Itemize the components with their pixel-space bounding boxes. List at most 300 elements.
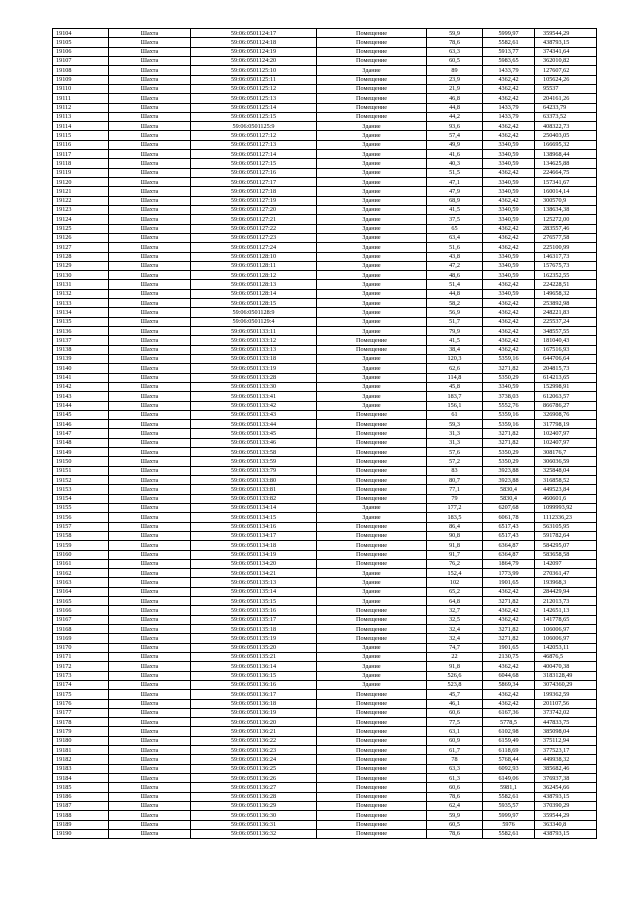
specific-value-cell: 1433,79 <box>483 103 535 112</box>
specific-value-cell: 6102,98 <box>483 727 535 736</box>
row-number-cell: 19132 <box>53 289 109 298</box>
area-cell: 37,5 <box>427 215 483 224</box>
locality-cell: Шахта <box>109 196 191 205</box>
table-row <box>53 75 597 84</box>
row-number-cell: 19104 <box>53 29 109 38</box>
specific-value-cell: 6149,06 <box>483 774 535 783</box>
table-row <box>53 755 597 764</box>
locality-cell: Шахта <box>109 755 191 764</box>
cadastral-value-cell: 362010,82 <box>535 56 597 65</box>
locality-cell: Шахта <box>109 727 191 736</box>
table-row <box>53 94 597 103</box>
object-type-cell: Помещение <box>317 75 427 84</box>
object-type-cell: Помещение <box>317 699 427 708</box>
area-cell: 86,4 <box>427 522 483 531</box>
specific-value-cell: 3271,82 <box>483 634 535 643</box>
object-type-cell: Помещение <box>317 811 427 820</box>
cadastral-value-cell: 125272,00 <box>535 215 597 224</box>
specific-value-cell: 6207,68 <box>483 503 535 512</box>
specific-value-cell: 5350,29 <box>483 373 535 382</box>
object-type-cell: Здание <box>317 233 427 242</box>
specific-value-cell: 3271,82 <box>483 438 535 447</box>
specific-value-cell: 5999,97 <box>483 29 535 38</box>
area-cell: 31,3 <box>427 429 483 438</box>
object-type-cell: Здание <box>317 308 427 317</box>
cadastral-number-cell: 59:06:0501124:18 <box>191 38 317 47</box>
object-type-cell: Здание <box>317 140 427 149</box>
locality-cell: Шахта <box>109 84 191 93</box>
cadastral-number-cell: 59:06:0501133:11 <box>191 327 317 336</box>
row-number-cell: 19182 <box>53 755 109 764</box>
row-number-cell: 19113 <box>53 112 109 121</box>
object-type-cell: Помещение <box>317 736 427 745</box>
cadastral-value-cell: 359544,29 <box>535 811 597 820</box>
cadastral-value-cell: 149658,32 <box>535 289 597 298</box>
locality-cell: Шахта <box>109 746 191 755</box>
cadastral-number-cell: 59:06:0501127:20 <box>191 205 317 214</box>
cadastral-value-cell: 152998,91 <box>535 382 597 391</box>
table-row <box>53 522 597 531</box>
cadastral-value-cell: 400470,38 <box>535 662 597 671</box>
row-number-cell: 19149 <box>53 448 109 457</box>
area-cell: 91,8 <box>427 541 483 550</box>
locality-cell: Шахта <box>109 606 191 615</box>
cadastral-value-cell: 167516,93 <box>535 345 597 354</box>
cadastral-value-cell: 283557,46 <box>535 224 597 233</box>
row-number-cell: 19185 <box>53 783 109 792</box>
cadastral-number-cell: 59:06:0501127:24 <box>191 243 317 252</box>
table-row <box>53 662 597 671</box>
locality-cell: Шахта <box>109 373 191 382</box>
table-row <box>53 541 597 550</box>
area-cell: 48,6 <box>427 271 483 280</box>
specific-value-cell: 4362,42 <box>483 690 535 699</box>
cadastral-number-cell: 59:06:0501133:79 <box>191 466 317 475</box>
cadastral-number-cell: 59:06:0501136:20 <box>191 718 317 727</box>
area-cell: 89 <box>427 66 483 75</box>
cadastral-number-cell: 59:06:0501133:82 <box>191 494 317 503</box>
object-type-cell: Здание <box>317 252 427 261</box>
locality-cell: Шахта <box>109 410 191 419</box>
cadastral-value-cell: 138634,38 <box>535 205 597 214</box>
table-row <box>53 299 597 308</box>
specific-value-cell: 3271,82 <box>483 364 535 373</box>
specific-value-cell: 5552,76 <box>483 401 535 410</box>
object-type-cell: Здание <box>317 243 427 252</box>
specific-value-cell: 4362,42 <box>483 615 535 624</box>
cadastral-value-cell: 373742,02 <box>535 708 597 717</box>
cadastral-number-cell: 59:06:0501127:22 <box>191 224 317 233</box>
table-row <box>53 606 597 615</box>
locality-cell: Шахта <box>109 75 191 84</box>
object-type-cell: Здание <box>317 261 427 270</box>
area-cell: 60,5 <box>427 56 483 65</box>
object-type-cell: Помещение <box>317 625 427 634</box>
locality-cell: Шахта <box>109 438 191 447</box>
cadastral-number-cell: 59:06:0501136:21 <box>191 727 317 736</box>
row-number-cell: 19161 <box>53 559 109 568</box>
specific-value-cell: 6517,43 <box>483 522 535 531</box>
cadastral-number-cell: 59:06:0501136:26 <box>191 774 317 783</box>
specific-value-cell: 4362,42 <box>483 243 535 252</box>
table-row <box>53 438 597 447</box>
locality-cell: Шахта <box>109 578 191 587</box>
cadastral-number-cell: 59:06:0501128:14 <box>191 289 317 298</box>
area-cell: 526,6 <box>427 671 483 680</box>
cadastral-value-cell: 447833,75 <box>535 718 597 727</box>
object-type-cell: Здание <box>317 178 427 187</box>
row-number-cell: 19122 <box>53 196 109 205</box>
area-cell: 78 <box>427 755 483 764</box>
locality-cell: Шахта <box>109 261 191 270</box>
cadastral-number-cell: 59:06:0501135:13 <box>191 578 317 587</box>
cadastral-number-cell: 59:06:0501127:23 <box>191 233 317 242</box>
locality-cell: Шахта <box>109 634 191 643</box>
area-cell: 78,6 <box>427 829 483 838</box>
object-type-cell: Здание <box>317 327 427 336</box>
cadastral-value-cell: 325848,04 <box>535 466 597 475</box>
cadastral-number-cell: 59:06:0501135:17 <box>191 615 317 624</box>
object-type-cell: Помещение <box>317 774 427 783</box>
object-type-cell: Здание <box>317 271 427 280</box>
cadastral-number-cell: 59:06:0501135:18 <box>191 625 317 634</box>
object-type-cell: Помещение <box>317 103 427 112</box>
row-number-cell: 19151 <box>53 466 109 475</box>
area-cell: 63,1 <box>427 727 483 736</box>
table-row <box>53 103 597 112</box>
cadastral-number-cell: 59:06:0501135:16 <box>191 606 317 615</box>
table-row <box>53 652 597 661</box>
cadastral-number-cell: 59:06:0501127:12 <box>191 131 317 140</box>
cadastral-value-cell: 204161,26 <box>535 94 597 103</box>
row-number-cell: 19157 <box>53 522 109 531</box>
cadastral-number-cell: 59:06:0501133:80 <box>191 476 317 485</box>
cadastral-value-cell: 199362,59 <box>535 690 597 699</box>
cadastral-value-cell: 224228,51 <box>535 280 597 289</box>
object-type-cell: Помещение <box>317 690 427 699</box>
cadastral-value-cell: 449523,84 <box>535 485 597 494</box>
cadastral-value-cell: 614213,65 <box>535 373 597 382</box>
locality-cell: Шахта <box>109 168 191 177</box>
row-number-cell: 19109 <box>53 75 109 84</box>
table-row <box>53 354 597 363</box>
locality-cell: Шахта <box>109 429 191 438</box>
locality-cell: Шахта <box>109 336 191 345</box>
table-row <box>53 261 597 270</box>
specific-value-cell: 4362,42 <box>483 280 535 289</box>
locality-cell: Шахта <box>109 364 191 373</box>
cadastral-value-cell: 377523,17 <box>535 746 597 755</box>
table-row <box>53 699 597 708</box>
cadastral-number-cell: 59:06:0501125:11 <box>191 75 317 84</box>
locality-cell: Шахта <box>109 289 191 298</box>
area-cell: 64,8 <box>427 597 483 606</box>
object-type-cell: Здание <box>317 671 427 680</box>
area-cell: 65 <box>427 224 483 233</box>
row-number-cell: 19163 <box>53 578 109 587</box>
row-number-cell: 19126 <box>53 233 109 242</box>
cadastral-value-cell: 204815,73 <box>535 364 597 373</box>
area-cell: 41,5 <box>427 336 483 345</box>
row-number-cell: 19148 <box>53 438 109 447</box>
area-cell: 51,6 <box>427 243 483 252</box>
table-row <box>53 485 597 494</box>
specific-value-cell: 1433,79 <box>483 112 535 121</box>
cadastral-number-cell: 59:06:0501133:43 <box>191 410 317 419</box>
specific-value-cell: 4362,42 <box>483 131 535 140</box>
object-type-cell: Здание <box>317 224 427 233</box>
locality-cell: Шахта <box>109 587 191 596</box>
specific-value-cell: 1901,65 <box>483 643 535 652</box>
area-cell: 63,4 <box>427 233 483 242</box>
area-cell: 41,5 <box>427 205 483 214</box>
cadastral-number-cell: 59:06:0501134:18 <box>191 541 317 550</box>
row-number-cell: 19171 <box>53 652 109 661</box>
specific-value-cell: 4362,42 <box>483 317 535 326</box>
cadastral-number-cell: 59:06:0501128:11 <box>191 261 317 270</box>
locality-cell: Шахта <box>109 308 191 317</box>
row-number-cell: 19125 <box>53 224 109 233</box>
cadastral-number-cell: 59:06:0501133:46 <box>191 438 317 447</box>
specific-value-cell: 5582,61 <box>483 829 535 838</box>
cadastral-value-cell: 248221,83 <box>535 308 597 317</box>
cadastral-number-cell: 59:06:0501125:15 <box>191 112 317 121</box>
cadastral-value-cell: 95537 <box>535 84 597 93</box>
locality-cell: Шахта <box>109 550 191 559</box>
table-row <box>53 382 597 391</box>
object-type-cell: Помещение <box>317 764 427 773</box>
cadastral-number-cell: 59:06:0501136:15 <box>191 671 317 680</box>
object-type-cell: Помещение <box>317 615 427 624</box>
specific-value-cell: 4362,42 <box>483 84 535 93</box>
row-number-cell: 19147 <box>53 429 109 438</box>
table-row <box>53 615 597 624</box>
row-number-cell: 19155 <box>53 503 109 512</box>
row-number-cell: 19162 <box>53 569 109 578</box>
cadastral-value-cell: 644706,64 <box>535 354 597 363</box>
area-cell: 65,2 <box>427 587 483 596</box>
locality-cell: Шахта <box>109 625 191 634</box>
locality-cell: Шахта <box>109 94 191 103</box>
row-number-cell: 19170 <box>53 643 109 652</box>
area-cell: 79 <box>427 494 483 503</box>
cadastral-value-cell: 359544,29 <box>535 29 597 38</box>
table-row <box>53 801 597 810</box>
cadastral-number-cell: 59:06:0501127:17 <box>191 178 317 187</box>
specific-value-cell: 5830,4 <box>483 485 535 494</box>
cadastral-number-cell: 59:06:0501125:9 <box>191 122 317 131</box>
object-type-cell: Здание <box>317 196 427 205</box>
specific-value-cell: 3340,59 <box>483 252 535 261</box>
specific-value-cell: 6167,36 <box>483 708 535 717</box>
table-row <box>53 317 597 326</box>
specific-value-cell: 3340,59 <box>483 187 535 196</box>
specific-value-cell: 3923,88 <box>483 466 535 475</box>
specific-value-cell: 4362,42 <box>483 308 535 317</box>
area-cell: 80,7 <box>427 476 483 485</box>
object-type-cell: Помещение <box>317 522 427 531</box>
object-type-cell: Помещение <box>317 448 427 457</box>
table-row <box>53 569 597 578</box>
object-type-cell: Здание <box>317 131 427 140</box>
row-number-cell: 19140 <box>53 364 109 373</box>
object-type-cell: Помещение <box>317 47 427 56</box>
specific-value-cell: 3271,82 <box>483 429 535 438</box>
row-number-cell: 19187 <box>53 801 109 810</box>
table-row <box>53 680 597 689</box>
locality-cell: Шахта <box>109 774 191 783</box>
cadastral-number-cell: 59:06:0501125:14 <box>191 103 317 112</box>
cadastral-value-cell: 438793,15 <box>535 38 597 47</box>
object-type-cell: Здание <box>317 643 427 652</box>
area-cell: 60,9 <box>427 736 483 745</box>
locality-cell: Шахта <box>109 122 191 131</box>
locality-cell: Шахта <box>109 131 191 140</box>
table-row <box>53 327 597 336</box>
row-number-cell: 19123 <box>53 205 109 214</box>
locality-cell: Шахта <box>109 792 191 801</box>
cadastral-number-cell: 59:06:0501124:20 <box>191 56 317 65</box>
area-cell: 62,4 <box>427 801 483 810</box>
cadastral-value-cell: 316858,52 <box>535 476 597 485</box>
cadastral-value-cell: 375112,94 <box>535 736 597 745</box>
cadastral-number-cell: 59:06:0501136:17 <box>191 690 317 699</box>
table-row <box>53 289 597 298</box>
cadastral-value-cell: 253892,98 <box>535 299 597 308</box>
locality-cell: Шахта <box>109 420 191 429</box>
locality-cell: Шахта <box>109 457 191 466</box>
locality-cell: Шахта <box>109 140 191 149</box>
object-type-cell: Здание <box>317 289 427 298</box>
cadastral-number-cell: 59:06:0501135:14 <box>191 587 317 596</box>
cadastral-number-cell: 59:06:0501134:21 <box>191 569 317 578</box>
table-row <box>53 736 597 745</box>
table-row <box>53 643 597 652</box>
cadastral-value-cell: 212013,73 <box>535 597 597 606</box>
specific-value-cell: 4362,42 <box>483 662 535 671</box>
area-cell: 79,9 <box>427 327 483 336</box>
table-row <box>53 792 597 801</box>
area-cell: 60,6 <box>427 783 483 792</box>
area-cell: 21,9 <box>427 84 483 93</box>
specific-value-cell: 5935,57 <box>483 801 535 810</box>
row-number-cell: 19178 <box>53 718 109 727</box>
table-row <box>53 252 597 261</box>
row-number-cell: 19107 <box>53 56 109 65</box>
object-type-cell: Помещение <box>317 708 427 717</box>
cadastral-number-cell: 59:06:0501125:12 <box>191 84 317 93</box>
specific-value-cell: 3271,82 <box>483 597 535 606</box>
locality-cell: Шахта <box>109 382 191 391</box>
area-cell: 58,2 <box>427 299 483 308</box>
locality-cell: Шахта <box>109 466 191 475</box>
area-cell: 51,4 <box>427 280 483 289</box>
area-cell: 59,9 <box>427 811 483 820</box>
table-row <box>53 764 597 773</box>
locality-cell: Шахта <box>109 503 191 512</box>
cadastral-number-cell: 59:06:0501134:16 <box>191 522 317 531</box>
locality-cell: Шахта <box>109 597 191 606</box>
table-row <box>53 578 597 587</box>
object-type-cell: Помещение <box>317 606 427 615</box>
row-number-cell: 19138 <box>53 345 109 354</box>
row-number-cell: 19189 <box>53 820 109 829</box>
specific-value-cell: 1773,99 <box>483 569 535 578</box>
object-type-cell: Помещение <box>317 112 427 121</box>
specific-value-cell: 4362,42 <box>483 587 535 596</box>
table-row <box>53 634 597 643</box>
locality-cell: Шахта <box>109 233 191 242</box>
object-type-cell: Помещение <box>317 531 427 540</box>
table-row <box>53 140 597 149</box>
cadastral-number-cell: 59:06:0501136:27 <box>191 783 317 792</box>
locality-cell: Шахта <box>109 66 191 75</box>
cadastral-number-cell: 59:06:0501136:19 <box>191 708 317 717</box>
cadastral-number-cell: 59:06:0501136:28 <box>191 792 317 801</box>
row-number-cell: 19150 <box>53 457 109 466</box>
specific-value-cell: 4362,42 <box>483 345 535 354</box>
table-row <box>53 364 597 373</box>
locality-cell: Шахта <box>109 690 191 699</box>
row-number-cell: 19128 <box>53 252 109 261</box>
row-number-cell: 19177 <box>53 708 109 717</box>
area-cell: 83 <box>427 466 483 475</box>
row-number-cell: 19169 <box>53 634 109 643</box>
specific-value-cell: 3340,59 <box>483 289 535 298</box>
locality-cell: Шахта <box>109 531 191 540</box>
table-row <box>53 159 597 168</box>
cadastral-value-cell: 374341,64 <box>535 47 597 56</box>
row-number-cell: 19156 <box>53 513 109 522</box>
specific-value-cell: 6118,69 <box>483 746 535 755</box>
cadastral-number-cell: 59:06:0501127:21 <box>191 215 317 224</box>
row-number-cell: 19136 <box>53 327 109 336</box>
specific-value-cell: 4362,42 <box>483 336 535 345</box>
locality-cell: Шахта <box>109 811 191 820</box>
specific-value-cell: 5582,61 <box>483 792 535 801</box>
specific-value-cell: 4362,42 <box>483 122 535 131</box>
cadastral-value-cell: 160014,14 <box>535 187 597 196</box>
table-row <box>53 420 597 429</box>
table-row <box>53 718 597 727</box>
locality-cell: Шахта <box>109 345 191 354</box>
table-row <box>53 503 597 512</box>
specific-value-cell: 5350,29 <box>483 448 535 457</box>
object-type-cell: Здание <box>317 373 427 382</box>
table-row <box>53 727 597 736</box>
row-number-cell: 19184 <box>53 774 109 783</box>
area-cell: 57,6 <box>427 448 483 457</box>
cadastral-value-cell: 326908,76 <box>535 410 597 419</box>
row-number-cell: 19153 <box>53 485 109 494</box>
table-row <box>53 122 597 131</box>
table-row <box>53 392 597 401</box>
cadastral-number-cell: 59:06:0501133:18 <box>191 354 317 363</box>
locality-cell: Шахта <box>109 764 191 773</box>
row-number-cell: 19142 <box>53 382 109 391</box>
row-number-cell: 19160 <box>53 550 109 559</box>
table-row <box>53 345 597 354</box>
locality-cell: Шахта <box>109 708 191 717</box>
locality-cell: Шахта <box>109 317 191 326</box>
cadastral-number-cell: 59:06:0501127:18 <box>191 187 317 196</box>
area-cell: 91,7 <box>427 550 483 559</box>
table-row <box>53 429 597 438</box>
table-row <box>53 66 597 75</box>
object-type-cell: Помещение <box>317 476 427 485</box>
table-row <box>53 271 597 280</box>
table-row <box>53 215 597 224</box>
